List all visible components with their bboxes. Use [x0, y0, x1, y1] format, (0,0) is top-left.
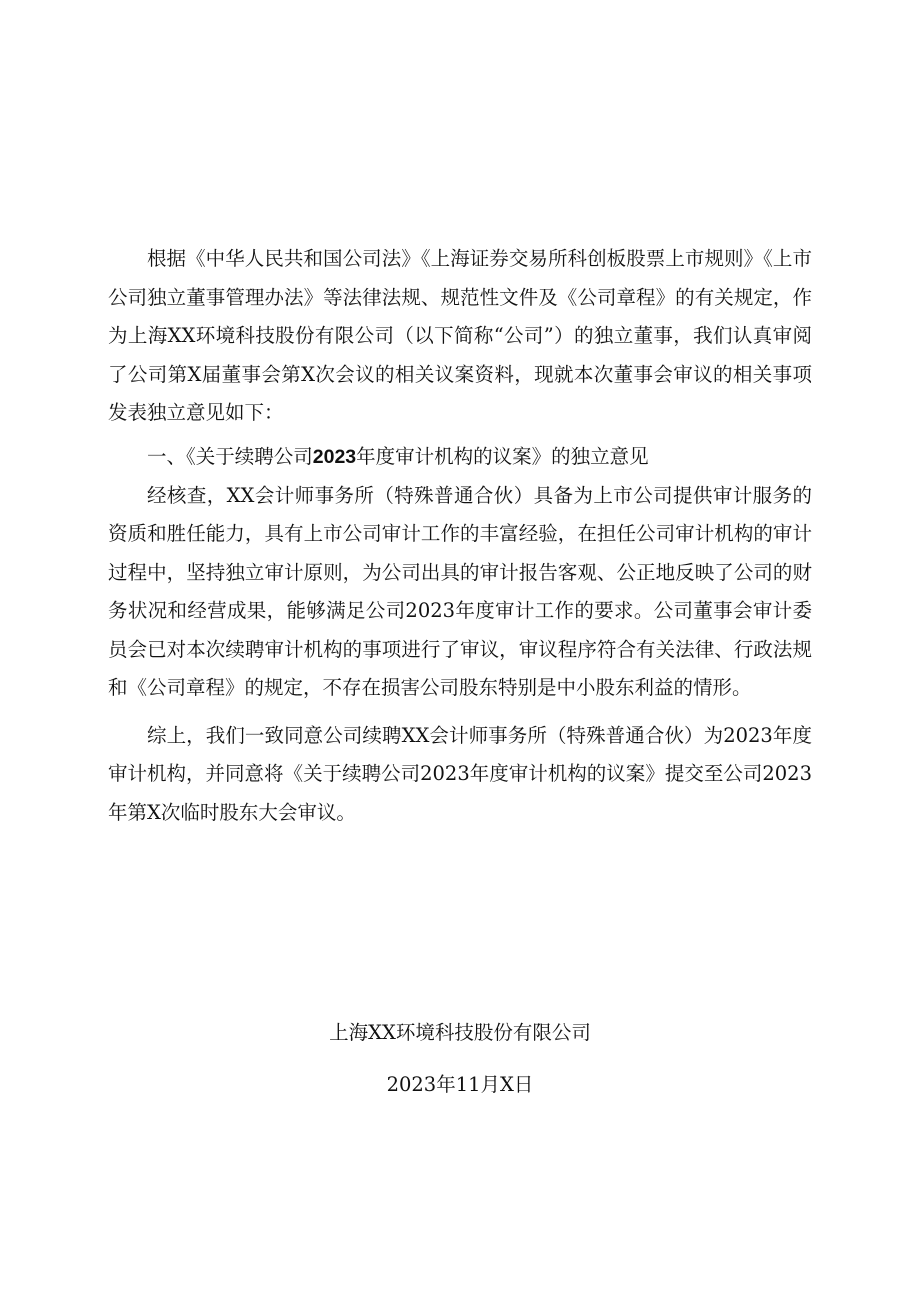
intro-paragraph: 根据《中华人民共和国公司法》《上海证券交易所科创板股票上市规则》《上市公司独立董事管理办法》等法律法规、规范性文件及《公司章程》的有关规定，作为上海XX环境科技股份有限公司（以下简称“公司”）的独立董事，我们认真审阅了公司第X届董事会第X次会议的相关议案资料，现就本次董事会审议的相关事项发表独立意见如下： — [108, 247, 812, 424]
section-heading-suffix: 年度审计机构的议案》的独立意见 — [356, 444, 649, 468]
section-heading-prefix: 一、《关于续聘公司 — [147, 444, 313, 468]
conclusion-paragraph: 综上，我们一致同意公司续聘XX会计师事务所（特殊普通合伙）为2023年度审计机构，并同意将《关于续聘公司2023年度审计机构的议案》提交至公司2023年第X次临时股东大会审议。 — [108, 723, 812, 824]
signature-date: 2023年11月X日 — [386, 1073, 534, 1096]
signature-company: 上海XX环境科技股份有限公司 — [329, 1021, 591, 1044]
document-body — [108, 240, 812, 832]
section-heading — [108, 433, 812, 477]
opinion-paragraph: 经核查，XX会计师事务所（特殊普通合伙）具备为上市公司提供审计服务的资质和胜任能力，具有上市公司审计工作的丰富经验，在担任公司审计机构的审计过程中，坚持独立审计原则，为公司出具的审计报告客观、公正地反映了公司的财务状况和经营成果，能够满足公司2023年度审计工作的要求。公司董事会审计委员会已对本次续聘审计机构的事项进行了审议，审议程序符合有关法律、行政法规和《公司章程》的规定，不存在损害公司股东特别是中小股东利益的情形。 — [108, 483, 812, 699]
section-heading-year: 2023 — [312, 445, 357, 468]
